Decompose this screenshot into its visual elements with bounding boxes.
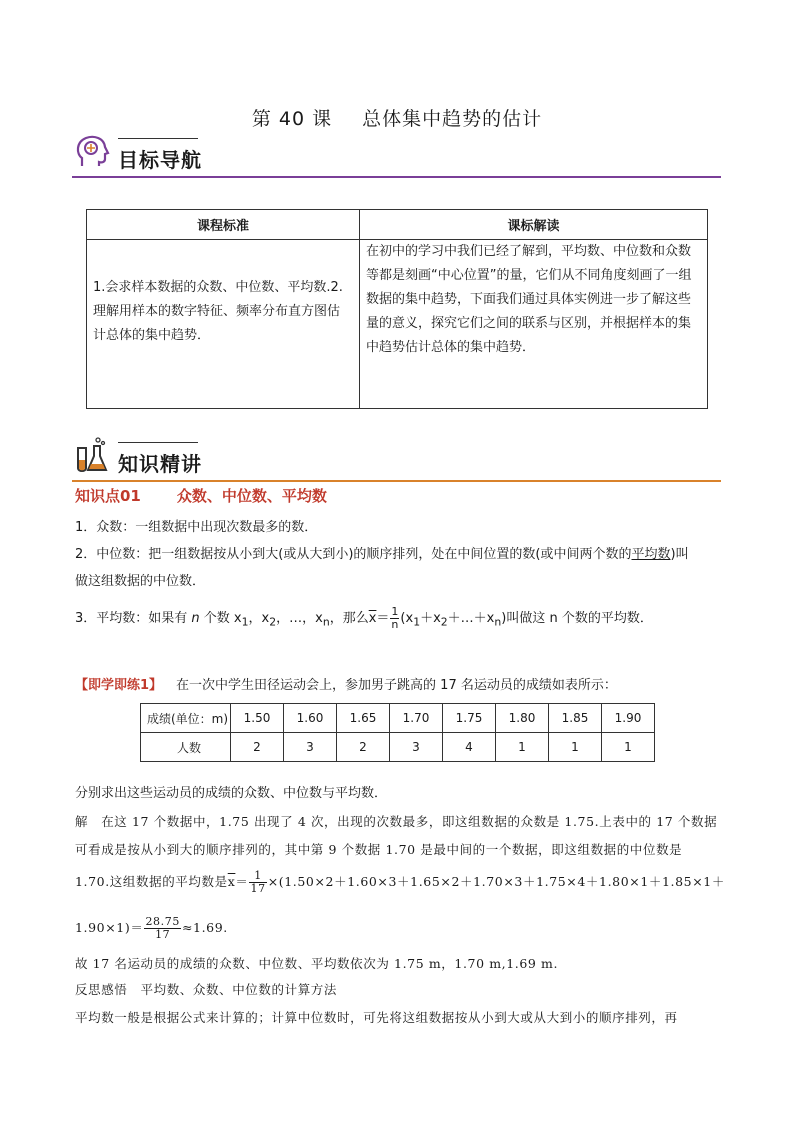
count-cell: 4 xyxy=(443,733,496,762)
fraction-one-seventeenth: $\frac{1}{17}$ xyxy=(250,869,266,895)
count-cell: 3 xyxy=(284,733,337,762)
score-table xyxy=(140,703,655,762)
goal-table xyxy=(86,209,708,409)
solution-conclusion: 故 17 名运动员的成绩的众数、中位数、平均数依次为 1.75 m，1.70 m,1.69 m. xyxy=(75,956,559,971)
count-cell: 1 xyxy=(602,733,655,762)
definition-mode: 1．众数：一组数据中出现次数最多的数． xyxy=(75,520,318,535)
lesson-topic: 总体集中趋势的估计 xyxy=(362,108,543,130)
section-rule-orange xyxy=(72,480,721,482)
knowledge-point-heading xyxy=(75,485,327,506)
reflection-text: 平均数一般是根据公式来计算的；计算中位数时，可先将这组数据按从小到大或从大到小的顺序排列，再 xyxy=(75,1010,678,1025)
definition-median-cont: 做这组数据的中位数． xyxy=(75,574,206,589)
header-short-rule xyxy=(118,442,198,443)
count-cell: 3 xyxy=(390,733,443,762)
page-title xyxy=(0,104,794,131)
definition-mean: 3．平均数：如果有 n 个数 $x_1$，$x_2$，…，$x_n$，那么$\overline{x}=$ $\frac{1}{n}$ $(x_1+x_2+\dots+x_n)$叫做这 n 个数的平均数． xyxy=(75,605,653,631)
count-row-header: 人数 xyxy=(141,733,231,762)
score-row-header: 成绩(单位：m) xyxy=(141,704,231,733)
underlined-term: 平均数 xyxy=(631,547,671,562)
lesson-number: 第 40 课 xyxy=(251,108,333,130)
section-title-goals: 目标导航 xyxy=(118,148,202,172)
reflection-heading: 反思感悟 平均数、众数、中位数的计算方法 xyxy=(75,982,338,997)
knowledge-point-number: 知识点01 xyxy=(75,487,141,505)
definition-median: 2．中位数：把一组数据按从小到大(或从大到小)的顺序排列，处在中间位置的数(或中间两个数的平均数)叫 xyxy=(75,547,689,562)
score-cell: 1.85 xyxy=(549,704,602,733)
count-row xyxy=(141,733,655,762)
goal-table-interpretation-text: 在初中的学习中我们已经了解到，平均数、中位数和众数等都是刻画“中心位置”的量，它们从不同角度刻画了一组数据的集中趋势，下面我们通过具体实例进一步了解这些量的意义，探究它们之间的联系与区别，并根据样本的集中趋势估计总体的集中趋势． xyxy=(360,240,708,409)
header-short-rule xyxy=(118,138,198,139)
count-cell: 2 xyxy=(337,733,390,762)
section-title-knowledge: 知识精讲 xyxy=(118,452,202,476)
score-cell: 1.60 xyxy=(284,704,337,733)
solution-line-4: 1.90×1)＝ $\frac{28.75}{17}$ ≈1.69. xyxy=(75,915,228,941)
score-cell: 1.90 xyxy=(602,704,655,733)
count-cell: 1 xyxy=(549,733,602,762)
score-cell: 1.50 xyxy=(231,704,284,733)
solution-line-1: 解 在这 17 个数据中，1.75 出现了 4 次，出现的次数最多，即这组数据的众数是 1.75.上表中的 17 个数据 xyxy=(75,814,718,829)
score-cell: 1.80 xyxy=(496,704,549,733)
goal-table-standard-text: 1.会求样本数据的众数、中位数、平均数.2.理解用样本的数字特征、频率分布直方图估计总体的集中趋势． xyxy=(87,240,360,409)
exercise-question: 分别求出这些运动员的成绩的众数、中位数与平均数． xyxy=(75,786,388,801)
count-cell: 2 xyxy=(231,733,284,762)
solution-line-3: 1.70.这组数据的平均数是$\overline{x}=$ $\frac{1}{17}$ ×(1.50×2＋1.60×3＋1.65×2＋1.70×3＋1.75×4＋1.80×1＋1.85×1＋ xyxy=(75,869,725,895)
mean-symbol: $\overline{x}$ xyxy=(227,874,236,889)
lab-flask-icon xyxy=(72,436,112,476)
section-header-knowledge xyxy=(72,442,721,482)
brain-head-icon xyxy=(72,132,112,172)
knowledge-point-title: 众数、中位数、平均数 xyxy=(176,487,327,505)
count-cell: 1 xyxy=(496,733,549,762)
goal-table-header-standard: 课程标准 xyxy=(87,210,360,240)
score-cell: 1.65 xyxy=(337,704,390,733)
score-row xyxy=(141,704,655,733)
mean-symbol: $\overline{x}$ xyxy=(368,611,377,626)
fraction-result: $\frac{28.75}{17}$ xyxy=(145,915,180,941)
goal-table-header-interpretation: 课标解读 xyxy=(360,210,708,240)
solution-line-2: 可看成是按从小到大的顺序排列的，其中第 9 个数据 1.70 是最中间的一个数据，即这组数据的中位数是 xyxy=(75,842,683,857)
score-cell: 1.75 xyxy=(443,704,496,733)
fraction-one-over-n: $\frac{1}{n}$ xyxy=(391,605,399,631)
section-rule-purple xyxy=(72,176,721,178)
exercise-prompt: 【即学即练1】 在一次中学生田径运动会上，参加男子跳高的 17 名运动员的成绩如表所示： xyxy=(75,678,617,693)
score-cell: 1.70 xyxy=(390,704,443,733)
section-header-goals xyxy=(72,138,721,178)
exercise-tag: 【即学即练1】 xyxy=(75,678,163,693)
